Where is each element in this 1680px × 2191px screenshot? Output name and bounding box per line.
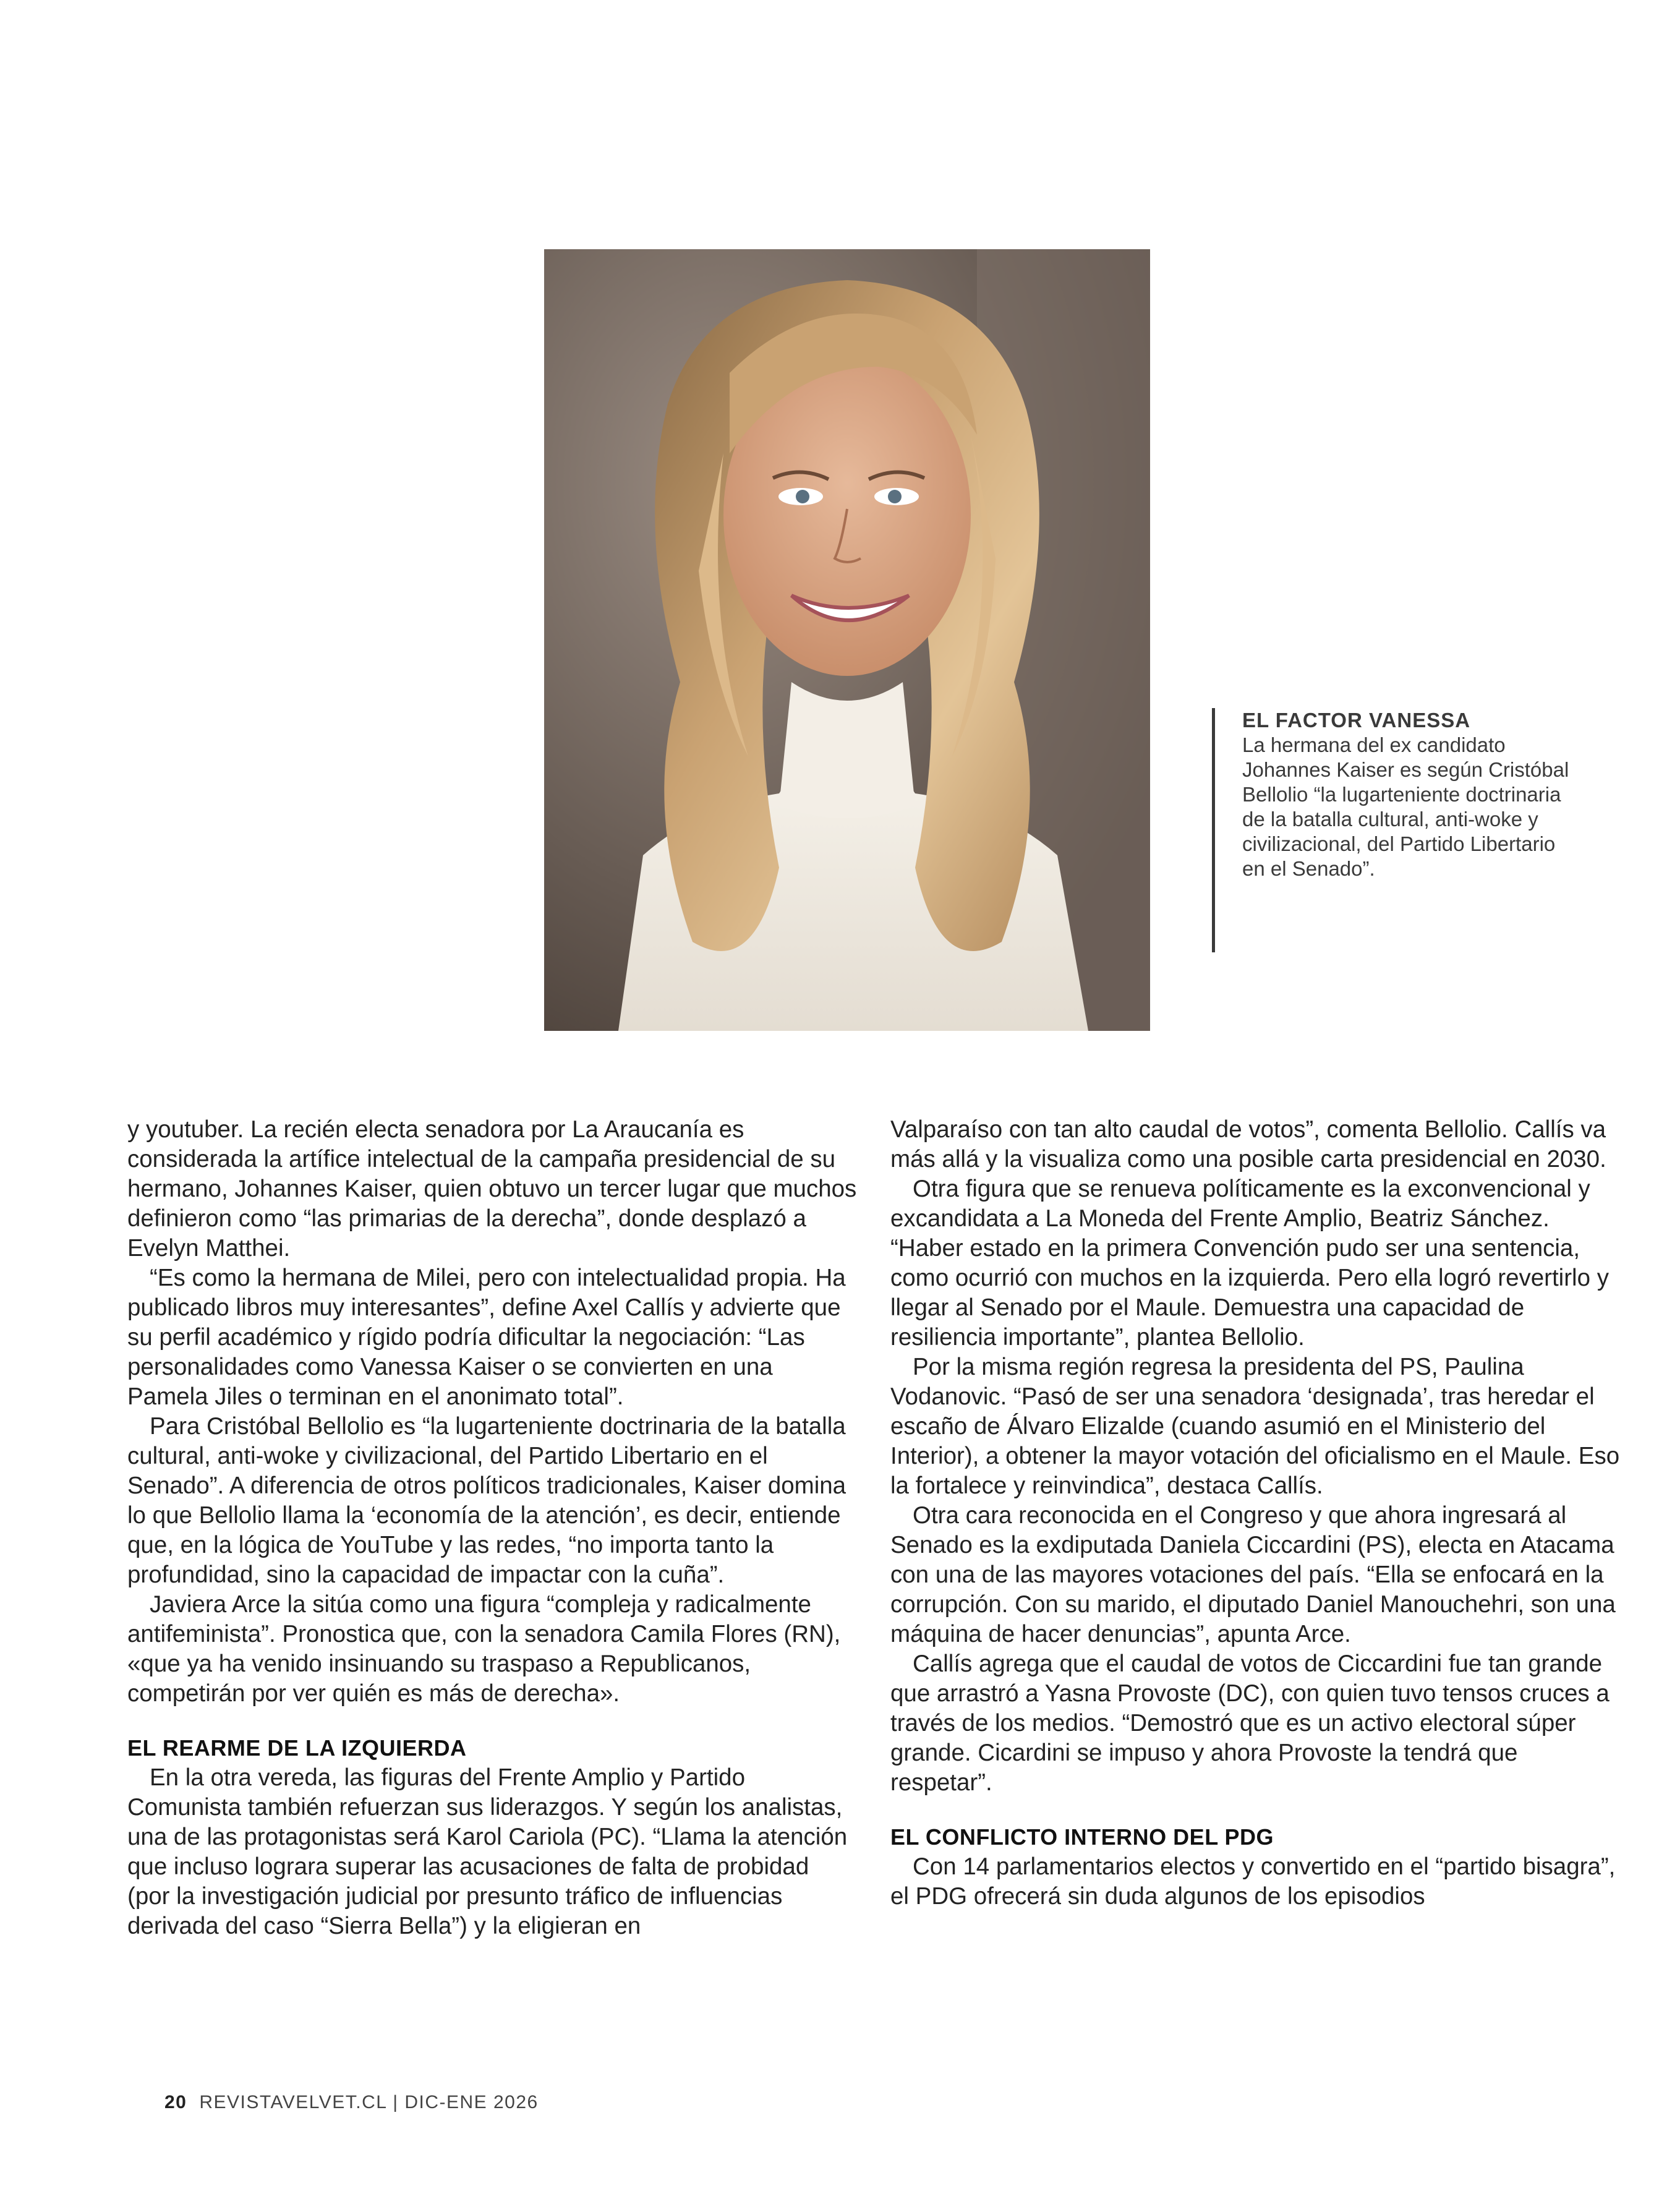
paragraph: y youtuber. La recién electa senadora por La Araucanía es considerada la artífice intelectual de la campaña presidencial de su hermano, Johannes Kaiser, quien obtuvo un tercer lugar que muchos definieron como “las primarias de la derecha”, donde desplazó a Evelyn Matthei. bbox=[127, 1116, 857, 1262]
page-footer bbox=[164, 2090, 539, 2115]
paragraph: Por la misma región regresa la presidenta del PS, Paulina Vodanovic. “Pasó de ser una senadora ‘designada’, tras heredar el escaño de Álvaro Elizalde (cuando asumió en el Ministerio del Interior), a obtener la mayor votación del oficialismo en el Maule. Eso la fortalece y reinvindica”, destaca Callís. bbox=[890, 1354, 1620, 1499]
portrait-photo bbox=[544, 249, 1150, 1031]
paragraph: Otra cara reconocida en el Congreso y que ahora ingresará al Senado es la exdiputada Daniela Ciccardini (PS), electa en Atacama con una de las mayores votaciones del país. “Ella se enfocará en la corrupción. Con su marido, el diputado Daniel Manouchehri, son una máquina de hacer denuncias”, apunta Arce. bbox=[890, 1502, 1616, 1647]
paragraph: Otra figura que se renueva políticamente es la exconvencional y excandidata a La Moneda del Frente Amplio, Beatriz Sánchez. “Haber estado en la primera Convención pudo ser una sentencia, como ocurrió con muchos en la izquierda. Pero ella logró revertirlo y llegar al Senado por el Maule. Demuestra una capacidad de resiliencia importante”, plantea Bellolio. bbox=[890, 1176, 1609, 1351]
right-column bbox=[890, 1115, 1620, 1911]
section-heading: EL CONFLICTO INTERNO DEL PDG bbox=[890, 1824, 1274, 1850]
paragraph: En la otra vereda, las figuras del Frente Amplio y Partido Comunista también refuerzan sus liderazgos. Y según los analistas, una de las protagonistas será Karol Cariola (PC). “Llama la atención que incluso lograra superar las acusaciones de falta de probidad (por la investigación judicial por presunto tráfico de influencias derivada del caso “Sierra Bella”) y la eligieran en bbox=[127, 1764, 848, 1939]
section-heading: EL REARME DE LA IZQUIERDA bbox=[127, 1735, 467, 1761]
paragraph: Valparaíso con tan alto caudal de votos”, comenta Bellolio. Callís va más allá y la visualiza como una posible carta presidencial en 2030. bbox=[890, 1116, 1606, 1172]
paragraph: Con 14 parlamentarios electos y convertido en el “partido bisagra”, el PDG ofrecerá sin duda algunos de los episodios bbox=[890, 1853, 1616, 1910]
footer-publication: REVISTAVELVET.CL | DIC-ENE 2026 bbox=[199, 2092, 539, 2112]
paragraph: Callís agrega que el caudal de votos de Ciccardini fue tan grande que arrastró a Yasna Provoste (DC), con quien tuvo tensos cruces a través de los medios. “Demostró que es un activo electoral súper grande. Cicardini se impuso y ahora Provoste la tendrá que respetar”. bbox=[890, 1651, 1610, 1796]
paragraph: “Es como la hermana de Milei, pero con intelectualidad propia. Ha publicado libros muy interesantes”, define Axel Callís y advierte que su perfil académico y rígido podría dificultar la negociación: “Las personalidades como Vanessa Kaiser o se convierten en una Pamela Jiles o terminan en el anonimato total”. bbox=[127, 1265, 846, 1410]
caption-text: La hermana del ex candidato Johannes Kaiser es según Cristóbal Bellolio “la lugarteniente doctrinaria de la batalla cultural, anti-woke y civilizacional, del Partido Libertario en el Senado”. bbox=[1242, 733, 1569, 880]
left-column bbox=[127, 1115, 857, 1941]
page-number: 20 bbox=[164, 2092, 187, 2112]
caption-title: EL FACTOR VANESSA bbox=[1242, 709, 1471, 732]
paragraph: Javiera Arce la sitúa como una figura “compleja y radicalmente antifeminista”. Pronostica que, con la senadora Camila Flores (RN), «que ya ha venido insinuando su traspaso a Republicanos, competirán por ver quién es más de derecha». bbox=[127, 1591, 841, 1707]
photo-caption bbox=[1212, 708, 1583, 952]
paragraph: Para Cristóbal Bellolio es “la lugarteniente doctrinaria de la batalla cultural, anti-woke y civilizacional, del Partido Libertario en el Senado”. A diferencia de otros políticos tradicionales, Kaiser domina lo que Bellolio llama la ‘economía de la atención’, es decir, entiende que, en la lógica de YouTube y las redes, “no importa tanto la profundidad, sino la capacidad de impactar con la cuña”. bbox=[127, 1413, 846, 1588]
portrait-illustration bbox=[544, 249, 1150, 1031]
